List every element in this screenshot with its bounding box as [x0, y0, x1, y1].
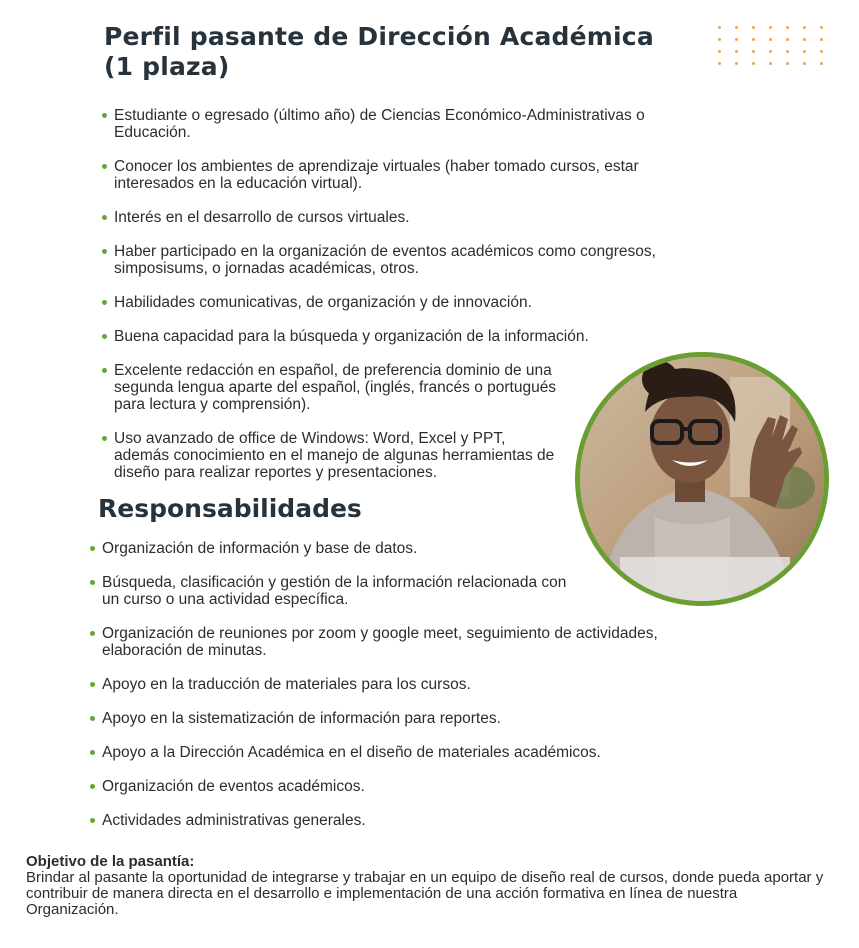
list-item: Organización de información y base de datos.: [90, 540, 700, 557]
objective-label: Objetivo de la pasantía:: [26, 853, 195, 870]
list-item: Búsqueda, clasificación y gestión de la información relacionada con un curso o una actividad específica.: [90, 574, 582, 608]
list-item: Conocer los ambientes de aprendizaje virtuales (haber tomado cursos, estar interesados en la educación virtual).: [102, 158, 702, 192]
list-item: Apoyo en la sistematización de información para reportes.: [90, 710, 700, 727]
decorative-dot-grid: [718, 26, 838, 70]
list-item: Haber participado en la organización de eventos académicos como congresos, simposisums, o jornadas académicas, otros.: [102, 243, 702, 277]
objective-text: Brindar al pasante la oportunidad de integrarse y trabajar en un equipo de diseño real de cursos, donde pueda aportar y contribuir de manera directa en el desarrollo e implementación de una acción formativa en línea de nuestra Organización.: [26, 869, 824, 918]
internship-objective: [26, 854, 826, 918]
profile-photo: [575, 352, 829, 606]
responsibilities-heading: Responsabilidades: [98, 494, 362, 523]
list-item: Buena capacidad para la búsqueda y organización de la información.: [102, 328, 702, 345]
title-line-1: Perfil pasante de Dirección Académica: [104, 22, 654, 51]
list-item: Organización de eventos académicos.: [90, 778, 700, 795]
list-item: Interés en el desarrollo de cursos virtuales.: [102, 209, 702, 226]
list-item: Apoyo en la traducción de materiales para los cursos.: [90, 676, 700, 693]
page-title: [104, 22, 704, 82]
list-item: Apoyo a la Dirección Académica en el diseño de materiales académicos.: [90, 744, 700, 761]
list-item: Actividades administrativas generales.: [90, 812, 700, 829]
list-item: Uso avanzado de office de Windows: Word, Excel y PPT, además conocimiento en el manejo de algunas herramientas de diseño para realizar reportes y presentaciones.: [102, 430, 564, 481]
woman-waving-illustration: [580, 357, 824, 601]
title-line-2: (1 plaza): [104, 52, 230, 81]
responsibilities-list: [90, 540, 700, 846]
list-item: Estudiante o egresado (último año) de Ciencias Económico-Administrativas o Educación.: [102, 107, 702, 141]
list-item: Habilidades comunicativas, de organización y de innovación.: [102, 294, 702, 311]
list-item: Organización de reuniones por zoom y google meet, seguimiento de actividades, elaboración de minutas.: [90, 625, 700, 659]
list-item: Excelente redacción en español, de preferencia dominio de una segunda lengua aparte del español, (inglés, francés o portugués para lectura y comprensión).: [102, 362, 584, 413]
